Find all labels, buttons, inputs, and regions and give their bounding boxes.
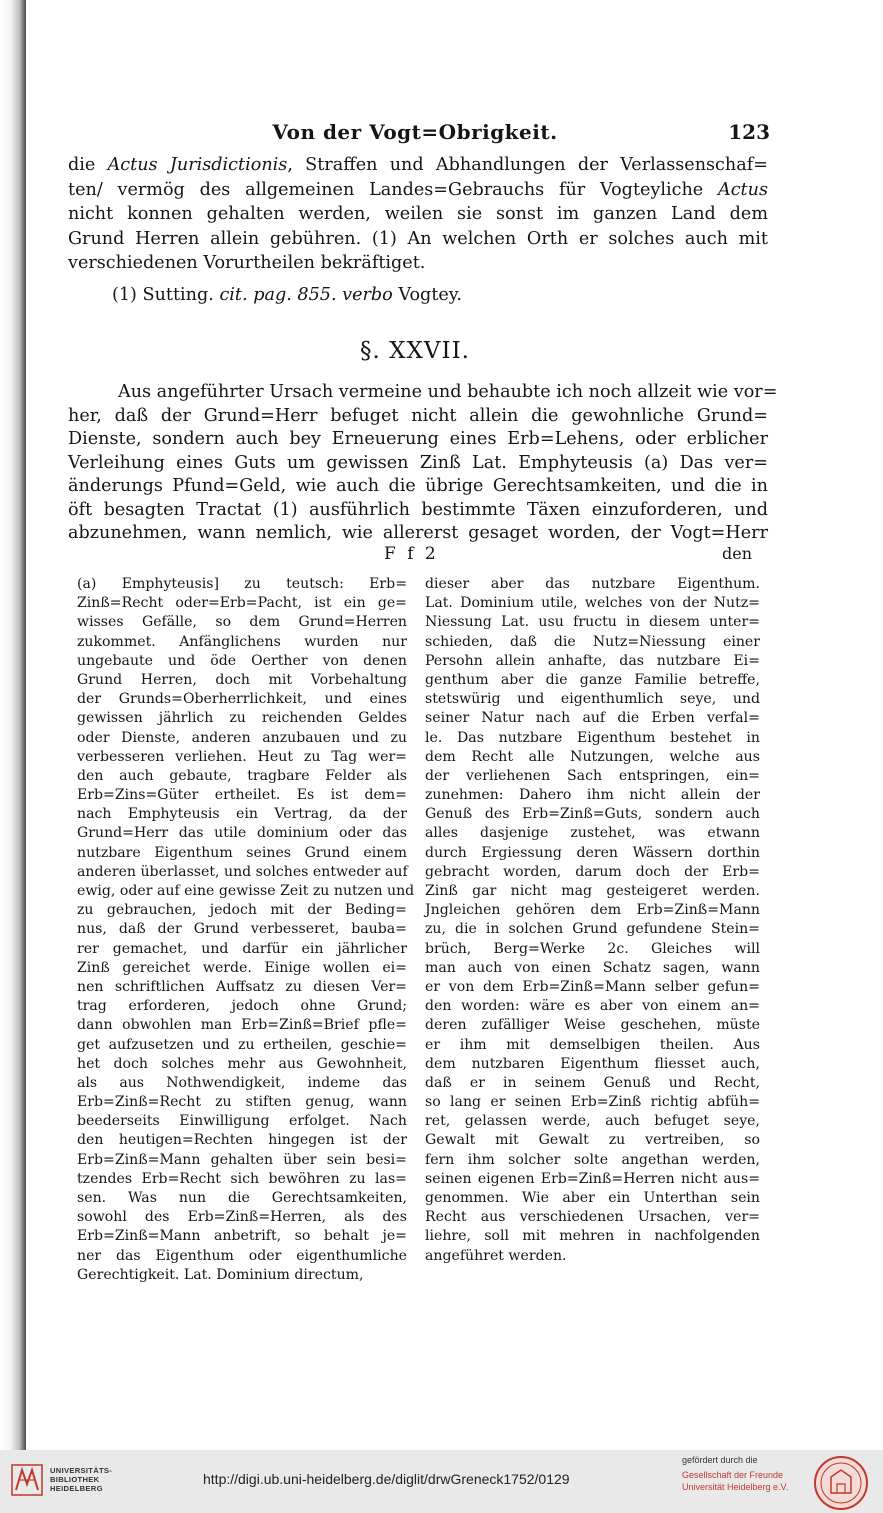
footnote-line: nutzbare Eigenthum seines Grund einem — [77, 844, 407, 861]
intro-line — [68, 178, 768, 202]
footnote-line: oder Dienste, anderen anzubauen und zu — [77, 729, 407, 746]
footnote-line: (a) Emphyteusis] zu teutsch: Erb= — [77, 576, 407, 592]
text-run: , Straffen und Abhandlungen der Verlassenschaf= — [287, 155, 768, 175]
intro-line — [68, 227, 768, 251]
text-run: Grund Herren allein gebühren. (1) An welchen Orth er solches auch mit — [68, 228, 768, 249]
footnote-line: stetswürig und eigenthumlich seye, und — [425, 691, 760, 708]
viewer-footer — [0, 1450, 883, 1513]
footnote-line: genommen. Wie aber ein Unterthan sein — [425, 1190, 760, 1206]
running-head — [60, 120, 770, 154]
section-line: öft besagten Tractat (1) ausführlich bestimmte Täxen einzuforderen, und — [68, 499, 768, 520]
section-line: änderungs Pfund=Geld, wie auch die übrige Gerechtsamkeiten, und die in — [68, 476, 768, 496]
book-spine-shadow — [0, 0, 26, 1450]
page-number: 123 — [728, 120, 770, 144]
footnote-column-left — [77, 575, 415, 1285]
society-name-line: Gesellschaft der Freunde — [682, 1470, 784, 1480]
text-run: Vogtey. — [392, 285, 462, 305]
footnote-line: dann obwohlen man Erb=Zinß=Brief pfle= — [77, 1017, 407, 1034]
footnote-line: Recht aus verschiedenen Ursachen, ver= — [425, 1209, 760, 1226]
footnote-line: daß er in seinem Genuß und Recht, — [425, 1074, 760, 1091]
footnote-line: den auch gebaute, tragbare Felder als — [77, 767, 407, 784]
footnote-line: Gerechtigkeit. Lat. Dominium directum, — [77, 1266, 364, 1283]
footnote-line: Erb=Zinß=Recht zu stiften genug, wann — [77, 1094, 407, 1111]
footnote-line: ner das Eigenthum oder eigenthumliche — [77, 1247, 407, 1264]
footnote-line: schieden, daß die Nutz=Niessung einer — [425, 633, 760, 650]
section-line: Dienste, sondern auch bey Erneuerung eines Erb=Lehens, oder erblicher — [68, 429, 768, 449]
footnote-line: genthum aber die ganze Familie betreffe, — [425, 671, 760, 688]
section-line: her, daß der Grund=Herr befuget nicht allein die gewohnliche Grund= — [68, 405, 768, 426]
library-name — [50, 1466, 112, 1493]
footnote-line: Zinß gar nicht mag gesteigeret werden. — [425, 883, 760, 899]
footnote-line: nus, daß der Grund verbesseret, bauba= — [77, 921, 407, 938]
footnote-line: liehre, soll mit mehren in nachfolgenden — [425, 1228, 760, 1245]
intro-line — [68, 251, 425, 275]
text-run: verschiedenen Vorurtheilen bekräftiget. — [68, 253, 426, 273]
library-name-line: UNIVERSITÄTS- — [50, 1466, 113, 1475]
footnote-line: zu, die in solchen Grund gefundene Stein= — [425, 921, 760, 938]
footnote-line: der Grunds=Oberherrlichkeit, und eines — [77, 691, 407, 708]
footnote-line: nach Emphyteusis ein Vertrag, da der — [77, 806, 407, 823]
footnote-line: le. Das nutzbare Eigenthum bestehet in — [425, 729, 760, 746]
footnote-line: Erb=Zinß=Mann gehalten über sein besi= — [77, 1151, 407, 1168]
footnote-line: seiner Natur nach auf die Erben verfal= — [425, 710, 760, 727]
footnote-line: gewissen jährlich zu reichenden Geldes — [77, 710, 407, 727]
university-seal-icon — [813, 1455, 869, 1511]
footnote-line: durch Ergiessung deren Wässern dorthin — [425, 844, 760, 861]
footnote-line: trag erforderen, jedoch ohne Grund; — [77, 998, 407, 1015]
italic-text: cit. pag. 855. verbo — [219, 285, 393, 305]
footnote-line: den heutigen=Rechten hingegen ist der — [77, 1132, 407, 1149]
footnote-line: so lang er seinen Erb=Zinß richtig abfüh= — [425, 1094, 760, 1111]
footnote-line: wisses Gefälle, so dem Grund=Herren — [77, 614, 407, 631]
footnote-line: den worden: wäre es aber von einem an= — [425, 998, 760, 1015]
footnote-line: beederseits Einwilligung erfolget. Nach — [77, 1113, 407, 1130]
university-library-logo-icon — [10, 1462, 44, 1498]
footnote-line: zu gebrauchen, jedoch mit der Beding= — [77, 902, 407, 919]
footnote-line: tzendes Erb=Recht sich bewöhren zu las= — [77, 1170, 407, 1187]
footnote-line: ret, gelassen werde, auch befuget seye, — [425, 1113, 760, 1130]
footnote-line: Gewalt mit Gewalt zu vertreiben, so — [425, 1132, 760, 1149]
running-head-title: Von der Vogt=Obrigkeit. — [272, 120, 558, 144]
footnote-line: anderen überlasset, und solches entweder auf — [77, 863, 408, 880]
footnote-line: fern ihm solcher solte angethan werden, — [425, 1151, 760, 1168]
intro-footnote — [112, 283, 462, 307]
footnote-line: Lat. Dominium utile, welches von der Nutz= — [425, 595, 760, 612]
text-run: ten/ vermög des allgemeinen Landes=Gebrauchs für Vogteyliche — [68, 179, 718, 200]
footnote-line: er von dem Erb=Zinß=Mann selber gefun= — [425, 978, 760, 995]
footnote-line: Persohn allein anhafte, das nutzbare Ei= — [425, 652, 760, 669]
footnote-line: als aus Nothwendigkeit, indeme das — [77, 1074, 407, 1091]
footnote-line: gebracht worden, darum doch der Erb= — [425, 863, 760, 880]
section-line: Aus angeführter Ursach vermeine und behaubte ich noch allzeit wie vor= — [118, 382, 778, 402]
intro-line — [68, 153, 768, 177]
library-name-line: HEIDELBERG — [50, 1484, 103, 1493]
signature-mark: F f 2 — [384, 544, 439, 564]
footnote-line: dieser aber das nutzbare Eigenthum. — [425, 576, 760, 592]
footnote-line: er ihm mit demselbigen theilen. Aus — [425, 1036, 760, 1053]
footnote-line: der verliehenen Sach entspringen, ein= — [425, 767, 760, 784]
footnote-line: angeführet werden. — [425, 1247, 567, 1264]
footnote-line: verbesseren verliehen. Heut zu Tag wer= — [77, 748, 407, 765]
funded-by-label: gefördert durch die — [682, 1455, 758, 1465]
italic-text: Actus — [718, 179, 768, 200]
footnote-line: ungebaute und öde Oerther von denen — [77, 652, 407, 669]
footnote-line: dem Recht alle Nutzungen, welche aus — [425, 748, 760, 765]
text-run: nicht konnen gehalten werden, weilen sie sonst im ganzen Land dem — [68, 204, 768, 224]
footnote-line: zukommet. Anfänglichens wurden nur — [77, 633, 407, 650]
footnote-line: Zinß gereichet werde. Einige wollen ei= — [77, 959, 407, 976]
society-name — [682, 1470, 788, 1493]
footnote-line: Jngleichen gehören dem Erb=Zinß=Mann — [425, 902, 760, 919]
footnote-line: dem nutzbaren Eigenthum fliesset auch, — [425, 1055, 760, 1072]
footnote-line: nen schriftlichen Auffsatz zu diesen Ver= — [77, 978, 407, 995]
catchword: den — [722, 544, 753, 563]
footnote-line: alles dasjenige zustehet, was etwann — [425, 825, 760, 842]
footnote-line: zunehmen: Dahero ihm nicht allein der — [425, 787, 760, 804]
footnote-line: deren zufälliger Weise geschehen, müste — [425, 1017, 760, 1034]
footnote-line: Grund Herren, doch mit Vorbehaltung — [77, 671, 407, 688]
text-run: die — [68, 155, 108, 175]
library-name-line: BIBLIOTHEK — [50, 1475, 100, 1484]
section-line: abzunehmen, wann nemlich, wie allererst gesaget worden, der Vogt=Herr — [68, 523, 768, 543]
text-run: (1) Sutting. — [112, 285, 220, 305]
footnote-line: Erb=Zinß=Mann anbetrift, so behalt je= — [77, 1228, 407, 1245]
footnote-line: sowohl des Erb=Zinß=Herren, als des — [77, 1209, 407, 1226]
footnote-line: Zinß=Recht oder=Erb=Pacht, ist ein ge= — [77, 595, 407, 612]
footnote-line: Genuß des Erb=Zinß=Guts, sondern auch — [425, 806, 760, 823]
section-line: Verleihung eines Guts um gewissen Zinß Lat. Emphyteusis (a) Das ver= — [68, 452, 768, 473]
intro-line — [68, 202, 768, 226]
footnote-line: rer gemachet, und darfür ein jährlicher — [77, 940, 407, 957]
footnote-line: Grund=Herr das utile dominium oder das — [77, 825, 407, 842]
footnote-column-right — [425, 575, 760, 1266]
footnote-line: Niessung Lat. usu fructu in diesem unter= — [425, 614, 760, 631]
section-heading: §. XXVII. — [360, 338, 470, 364]
footnote-line: Erb=Zins=Güter ertheilet. Es ist dem= — [77, 787, 407, 804]
footnote-line: het doch solches mehr aus Gewohnheit, — [77, 1055, 407, 1072]
permalink-url[interactable]: http://digi.ub.uni-heidelberg.de/diglit/drwGreneck1752/0129 — [203, 1471, 570, 1487]
italic-text: Actus Jurisdictionis — [107, 155, 288, 175]
footnote-line: brüch, Berg=Werke 2c. Gleiches will — [425, 940, 760, 957]
footnote-line: seinen eigenen Erb=Zinß=Herren nicht aus= — [425, 1170, 760, 1187]
footnote-line: sen. Was nun die Gerechtsamkeiten, — [77, 1190, 407, 1206]
footnote-line: get aufzusetzen und zu ertheilen, geschie= — [77, 1036, 407, 1053]
footnote-line: ewig, oder auf eine gewisse Zeit zu nutzen und — [77, 883, 415, 899]
footnote-line: man auch von einen Schatz sagen, wann — [425, 959, 760, 976]
society-name-line: Universität Heidelberg e.V. — [682, 1481, 789, 1492]
